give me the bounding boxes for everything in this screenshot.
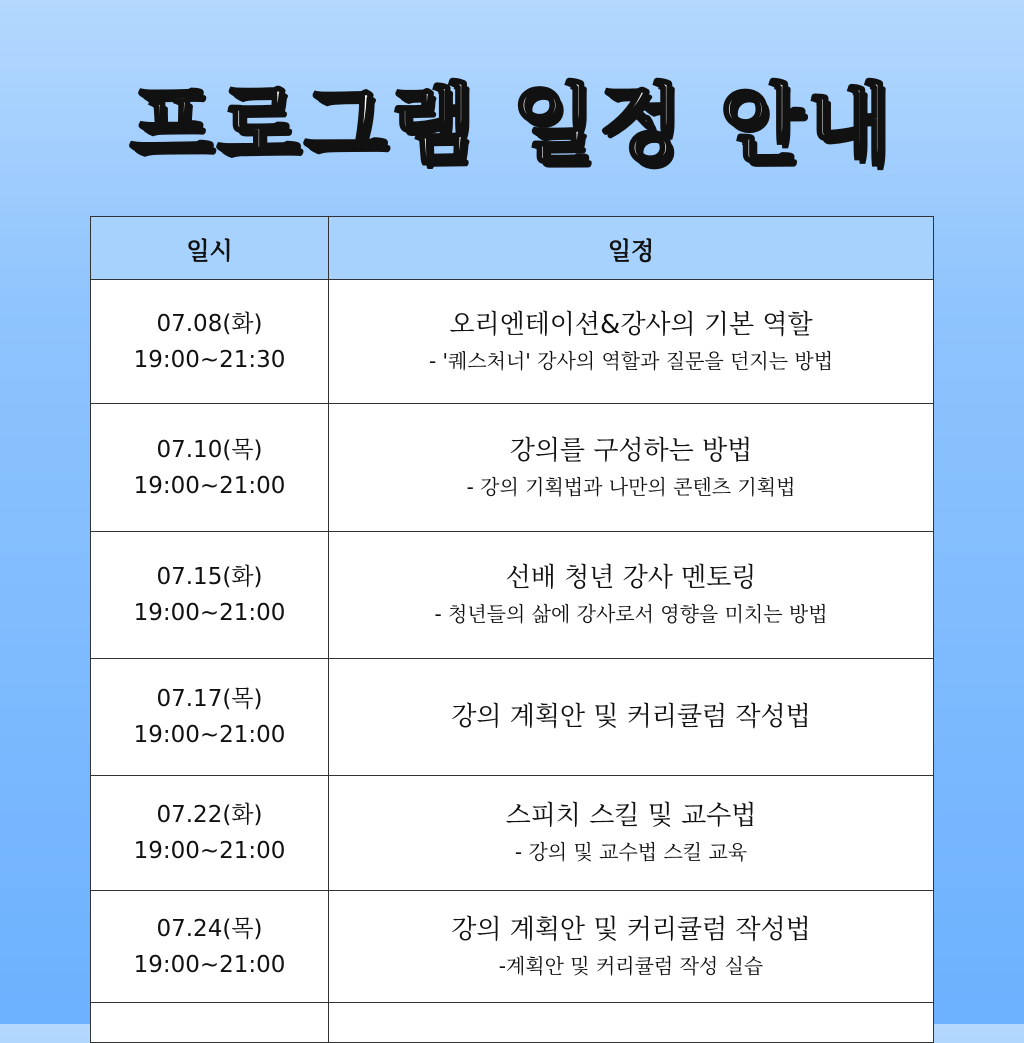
session-time: 19:00~21:00: [133, 951, 286, 978]
program-title: 강의 계획안 및 커리큘럼 작성법: [451, 914, 811, 945]
session-date: 07.08(화): [156, 310, 263, 337]
header-datetime: 일시: [91, 217, 329, 280]
session-date: 07.22(화): [156, 802, 263, 828]
program-desc: - '퀘스처너' 강사의 역할과 질문을 던지는 방법: [428, 348, 834, 373]
schedule-table: [90, 216, 934, 1043]
program-desc: -계획안 및 커리큘럼 작성 실습: [498, 953, 764, 978]
program-title: 오리엔테이션&강사의 기본 역할: [449, 309, 813, 340]
program-cell: [329, 280, 934, 404]
program-title: 강의 계획안 및 커리큘럼 작성법: [451, 702, 811, 732]
header-schedule: 일정: [329, 217, 934, 280]
session-date: 07.24(목): [156, 915, 263, 942]
datetime-cell: [91, 532, 329, 659]
empty-cell: [91, 1003, 329, 1043]
datetime-cell: [91, 891, 329, 1003]
session-time: 19:00~21:00: [133, 838, 286, 864]
session-time: 19:00~21:00: [133, 722, 286, 748]
table-row: [91, 659, 934, 776]
table-row-partial: [91, 1003, 934, 1043]
program-cell: [329, 776, 934, 891]
program-desc: - 청년들의 삶에 강사로서 영향을 미치는 방법: [434, 602, 828, 626]
session-time: 19:00~21:30: [133, 346, 286, 373]
table-row: [91, 776, 934, 891]
table-row: [91, 280, 934, 404]
session-time: 19:00~21:00: [133, 472, 286, 499]
table-row: [91, 404, 934, 532]
session-date: 07.17(목): [156, 686, 263, 712]
session-date: 07.15(화): [156, 564, 263, 590]
table-header-row: [91, 217, 934, 280]
program-cell: [329, 891, 934, 1003]
datetime-cell: [91, 280, 329, 404]
empty-cell: [329, 1003, 934, 1043]
program-cell: [329, 404, 934, 532]
program-desc: - 강의 및 교수법 스킬 교육: [514, 840, 748, 864]
session-time: 19:00~21:00: [133, 600, 286, 626]
program-title: 스피치 스킬 및 교수법: [505, 801, 757, 831]
program-desc: - 강의 기획법과 나만의 콘텐츠 기획법: [466, 474, 796, 499]
table-row: [91, 532, 934, 659]
session-date: 07.10(목): [156, 436, 263, 463]
program-title: 선배 청년 강사 멘토링: [505, 563, 757, 593]
program-title: 강의를 구성하는 방법: [509, 435, 753, 466]
program-cell: [329, 532, 934, 659]
program-cell: [329, 659, 934, 776]
datetime-cell: [91, 659, 329, 776]
datetime-cell: [91, 404, 329, 532]
table-row: [91, 891, 934, 1003]
datetime-cell: [91, 776, 329, 891]
page-title: 프로그램 일정 안내: [129, 75, 895, 175]
